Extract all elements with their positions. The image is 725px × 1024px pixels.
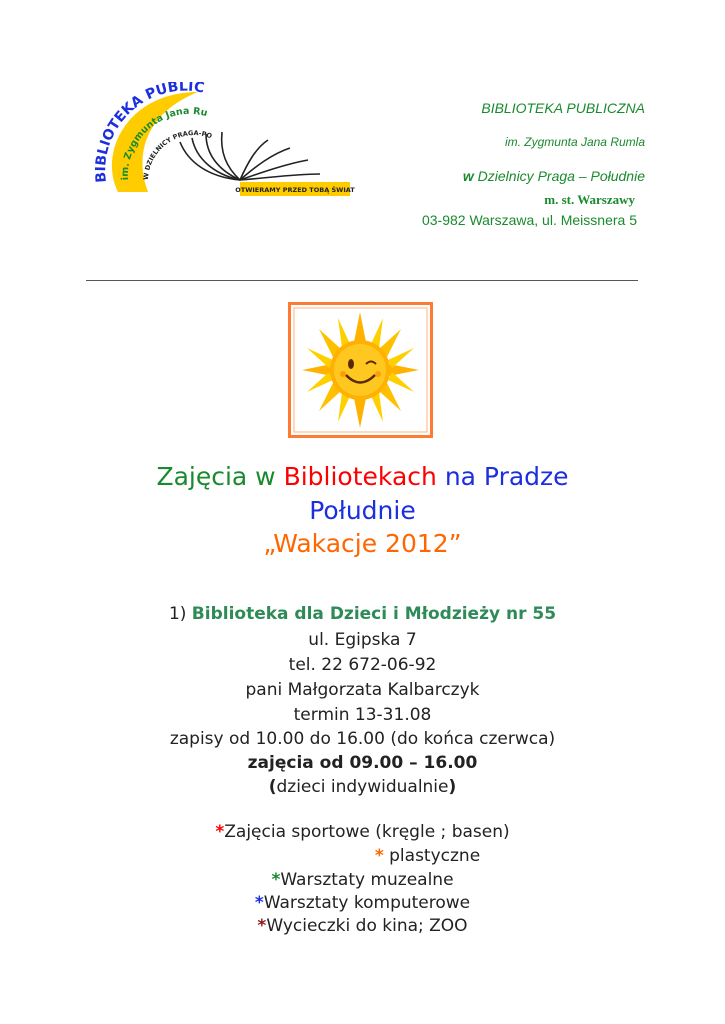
paren-open: ( — [268, 777, 277, 797]
sun-cheek — [375, 371, 381, 377]
header-district-w: w — [462, 168, 474, 184]
activity-item — [0, 893, 725, 913]
library-hours: zajęcia od 09.00 – 16.00 — [247, 753, 478, 773]
group-text: dzieci indywidualnie — [276, 777, 449, 797]
bullet-star: * — [215, 822, 225, 842]
bullet-star: * — [271, 870, 281, 890]
header-district-rest: Dzielnicy Praga – Południe — [473, 168, 645, 184]
title-word-na-pradze: na Pradze — [436, 462, 569, 491]
activity-text: plastyczne — [383, 846, 481, 866]
activity-text: Warsztaty muzealne — [280, 870, 454, 890]
library-signup: zapisy od 10.00 do 16.00 (do końca czerwca) — [169, 729, 556, 749]
activity-text: Wycieczki do kina; ZOO — [266, 916, 468, 936]
sun-cheek — [340, 371, 346, 377]
header-city: m. st. Warszawy — [544, 192, 635, 207]
sun-face-highlight — [334, 344, 386, 396]
library-phone: tel. 22 672-06-92 — [288, 655, 437, 675]
logo-district-text: W DZIELNICY PRAGA-PO — [141, 129, 214, 181]
entry-number: 1) — [168, 604, 187, 624]
event-title-season: „Wakacje 2012” — [263, 529, 462, 558]
header-library-name: BIBLIOTEKA PUBLICZNA — [481, 100, 645, 116]
open-book-icon — [180, 132, 320, 180]
activity-item — [0, 822, 725, 842]
library-logo — [88, 82, 360, 204]
logo-patron-text: im. Zygmunta Jana Ru — [119, 105, 209, 181]
header-district — [463, 168, 645, 184]
title-word-bibliotekach: Bibliotekach — [283, 462, 437, 491]
event-title-line-2: Południe — [309, 496, 416, 525]
activity-item — [0, 870, 725, 890]
title-word-zajecia: Zajęcia — [156, 462, 248, 491]
library-entry-heading — [0, 604, 725, 624]
header-address: 03-982 Warszawa, ul. Meissnera 5 — [421, 212, 637, 228]
event-title-line-1 — [0, 462, 725, 491]
logo-banner-text: OTWIERAMY PRZED TOBĄ ŚWIAT — [235, 186, 355, 194]
library-term: termin 13-31.08 — [293, 705, 432, 725]
logo-arc-text: BIBLIOTEKA PUBLIC — [93, 82, 206, 184]
bullet-star: * — [254, 893, 264, 913]
library-name: Biblioteka dla Dzieci i Młodzieży nr 55 — [191, 604, 557, 624]
activity-text: Warsztaty komputerowe — [263, 893, 471, 913]
header-divider — [86, 280, 638, 281]
activity-item — [65, 846, 725, 866]
activity-item — [0, 916, 725, 936]
library-contact-person: pani Małgorzata Kalbarczyk — [245, 680, 480, 700]
library-group — [0, 777, 725, 797]
header-patron: im. Zygmunta Jana Rumla — [504, 135, 645, 149]
activity-text: Zajęcia sportowe (kręgle ; basen) — [224, 822, 510, 842]
bullet-star: * — [257, 916, 267, 936]
sun-left-eye — [348, 359, 354, 369]
library-street: ul. Egipska 7 — [308, 630, 417, 650]
smiling-sun-icon — [288, 302, 433, 438]
bullet-star: * — [374, 846, 384, 866]
paren-close: ) — [448, 777, 457, 797]
title-word-w: w — [247, 462, 284, 491]
